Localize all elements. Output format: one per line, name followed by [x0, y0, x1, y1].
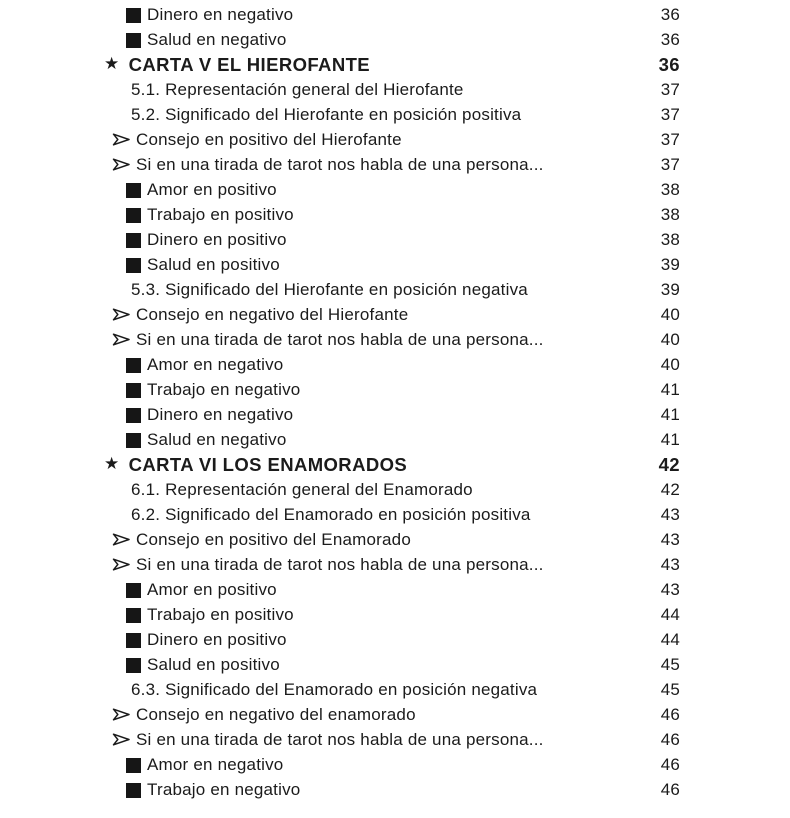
toc-entry: [0, 77, 790, 102]
toc-entry-page-number: 36: [660, 29, 680, 49]
toc-entry-label: 6.2. Significado del Enamorado en posición positiva: [131, 504, 531, 524]
toc-entry: [0, 377, 790, 402]
toc-entry: [0, 102, 790, 127]
toc-entry-label: 5.3. Significado del Hierofante en posición negativa: [131, 279, 528, 299]
toc-entry-page-number: 44: [660, 629, 680, 649]
arrowhead-icon: [112, 307, 131, 322]
square-bullet-icon: [126, 8, 141, 23]
toc-entry-page-number: 43: [660, 504, 680, 524]
toc-entry: [0, 402, 790, 427]
toc-entry: [0, 477, 790, 502]
toc-entry-label: Consejo en negativo del enamorado: [136, 704, 416, 724]
toc-entry-label: Consejo en positivo del Enamorado: [136, 529, 411, 549]
toc-entry: [0, 277, 790, 302]
toc-entry-label: 6.1. Representación general del Enamorado: [131, 479, 473, 499]
toc-entry: [0, 452, 790, 477]
toc-entry-label: Trabajo en negativo: [147, 379, 301, 399]
toc-entry-label: 6.3. Significado del Enamorado en posición negativa: [131, 679, 538, 699]
toc-entry: [0, 127, 790, 152]
toc-entry: [0, 352, 790, 377]
toc-entry: [0, 677, 790, 702]
arrowhead-icon: [112, 332, 131, 347]
toc-entry-label: Trabajo en positivo: [147, 604, 294, 624]
toc-entry-page-number: 42: [660, 479, 680, 499]
square-bullet-icon: [126, 258, 141, 273]
toc-entry: [0, 577, 790, 602]
toc-entry-page-number: 42: [658, 453, 680, 475]
toc-entry-page-number: 38: [660, 204, 680, 224]
square-bullet-icon: [126, 383, 141, 398]
toc-entry-label: 5.2. Significado del Hierofante en posición positiva: [131, 104, 522, 124]
toc-entry: [0, 552, 790, 577]
toc-entry-label: Salud en positivo: [147, 254, 280, 274]
star-icon: ★: [104, 54, 120, 73]
toc-entry-label: Consejo en positivo del Hierofante: [136, 129, 402, 149]
toc-entry: [0, 427, 790, 452]
toc-entry: [0, 152, 790, 177]
toc-entry-page-number: 46: [660, 754, 680, 774]
toc-entry: [0, 777, 790, 802]
toc-entry-label: Amor en positivo: [147, 179, 277, 199]
toc-entry-page-number: 43: [660, 554, 680, 574]
square-bullet-icon: [126, 408, 141, 423]
toc-entry-page-number: 39: [660, 279, 680, 299]
toc-entry-page-number: 41: [660, 429, 680, 449]
toc-entry: [0, 502, 790, 527]
toc-entry-label: Amor en negativo: [147, 754, 284, 774]
toc-entry-label: Dinero en negativo: [147, 404, 294, 424]
square-bullet-icon: [126, 658, 141, 673]
square-bullet-icon: [126, 33, 141, 48]
toc-entry-page-number: 46: [660, 704, 680, 724]
arrowhead-icon: [112, 157, 131, 172]
toc-entry: [0, 627, 790, 652]
square-bullet-icon: [126, 633, 141, 648]
toc-entry: [0, 327, 790, 352]
toc-entry-page-number: 44: [660, 604, 680, 624]
toc-entry: [0, 752, 790, 777]
toc-entry: [0, 227, 790, 252]
toc-entry-page-number: 37: [660, 104, 680, 124]
square-bullet-icon: [126, 608, 141, 623]
star-icon: ★: [104, 454, 120, 473]
arrowhead-icon: [112, 707, 131, 722]
toc-entry-label: Si en una tirada de tarot nos habla de una persona...: [136, 329, 544, 349]
toc-entry: [0, 602, 790, 627]
toc-entry: [0, 27, 790, 52]
square-bullet-icon: [126, 183, 141, 198]
toc-entry-label: CARTA VI LOS ENAMORADOS: [128, 453, 408, 475]
toc-entry-page-number: 36: [658, 53, 680, 75]
square-bullet-icon: [126, 358, 141, 373]
toc-entry-label: Salud en negativo: [147, 429, 287, 449]
square-bullet-icon: [126, 783, 141, 798]
toc-entry: [0, 302, 790, 327]
toc-entry-page-number: 45: [660, 654, 680, 674]
toc-entry-label: Si en una tirada de tarot nos habla de una persona...: [136, 729, 544, 749]
square-bullet-icon: [126, 758, 141, 773]
toc-entry-label: Dinero en positivo: [147, 229, 287, 249]
toc-entry-page-number: 39: [660, 254, 680, 274]
toc-entry-page-number: 40: [660, 304, 680, 324]
toc-entry-label: 5.1. Representación general del Hierofante: [131, 79, 464, 99]
toc-entry-page-number: 46: [660, 729, 680, 749]
toc-entry-label: Amor en negativo: [147, 354, 284, 374]
toc-entry-label: Si en una tirada de tarot nos habla de una persona...: [136, 554, 544, 574]
toc-entry-page-number: 38: [660, 179, 680, 199]
toc-entry-page-number: 41: [660, 379, 680, 399]
toc-entry-label: Si en una tirada de tarot nos habla de una persona...: [136, 154, 544, 174]
toc-entry: [0, 702, 790, 727]
toc-entry-page-number: 36: [660, 4, 680, 24]
toc-entry-page-number: 40: [660, 354, 680, 374]
arrowhead-icon: [112, 557, 131, 572]
toc-entry: [0, 2, 790, 27]
toc-entry-label: Trabajo en negativo: [147, 779, 301, 799]
toc-entry-label: Amor en positivo: [147, 579, 277, 599]
toc-entry-label: Salud en positivo: [147, 654, 280, 674]
toc-entry: [0, 52, 790, 77]
toc-entry-page-number: 45: [660, 679, 680, 699]
toc-entry: [0, 252, 790, 277]
toc-entry-label: CARTA V EL HIEROFANTE: [128, 53, 371, 75]
arrowhead-icon: [112, 732, 131, 747]
arrowhead-icon: [112, 132, 131, 147]
toc-entry: [0, 652, 790, 677]
square-bullet-icon: [126, 433, 141, 448]
toc-entry-page-number: 38: [660, 229, 680, 249]
toc-entry-label: Salud en negativo: [147, 29, 287, 49]
toc-entry: [0, 727, 790, 752]
arrowhead-icon: [112, 532, 131, 547]
square-bullet-icon: [126, 233, 141, 248]
square-bullet-icon: [126, 208, 141, 223]
toc-entry-page-number: 40: [660, 329, 680, 349]
toc-entry-page-number: 46: [660, 779, 680, 799]
toc-entry-page-number: 37: [660, 129, 680, 149]
toc-entry-label: Consejo en negativo del Hierofante: [136, 304, 409, 324]
toc-entry: [0, 202, 790, 227]
toc-entry-page-number: 43: [660, 579, 680, 599]
toc-entry: [0, 527, 790, 552]
toc-entry-label: Dinero en positivo: [147, 629, 287, 649]
toc-entry-page-number: 37: [660, 154, 680, 174]
toc-entry-page-number: 41: [660, 404, 680, 424]
toc-entry-label: Dinero en negativo: [147, 4, 294, 24]
square-bullet-icon: [126, 583, 141, 598]
toc-entry: [0, 177, 790, 202]
toc-entry-page-number: 43: [660, 529, 680, 549]
toc-entry-label: Trabajo en positivo: [147, 204, 294, 224]
toc-entry-page-number: 37: [660, 79, 680, 99]
